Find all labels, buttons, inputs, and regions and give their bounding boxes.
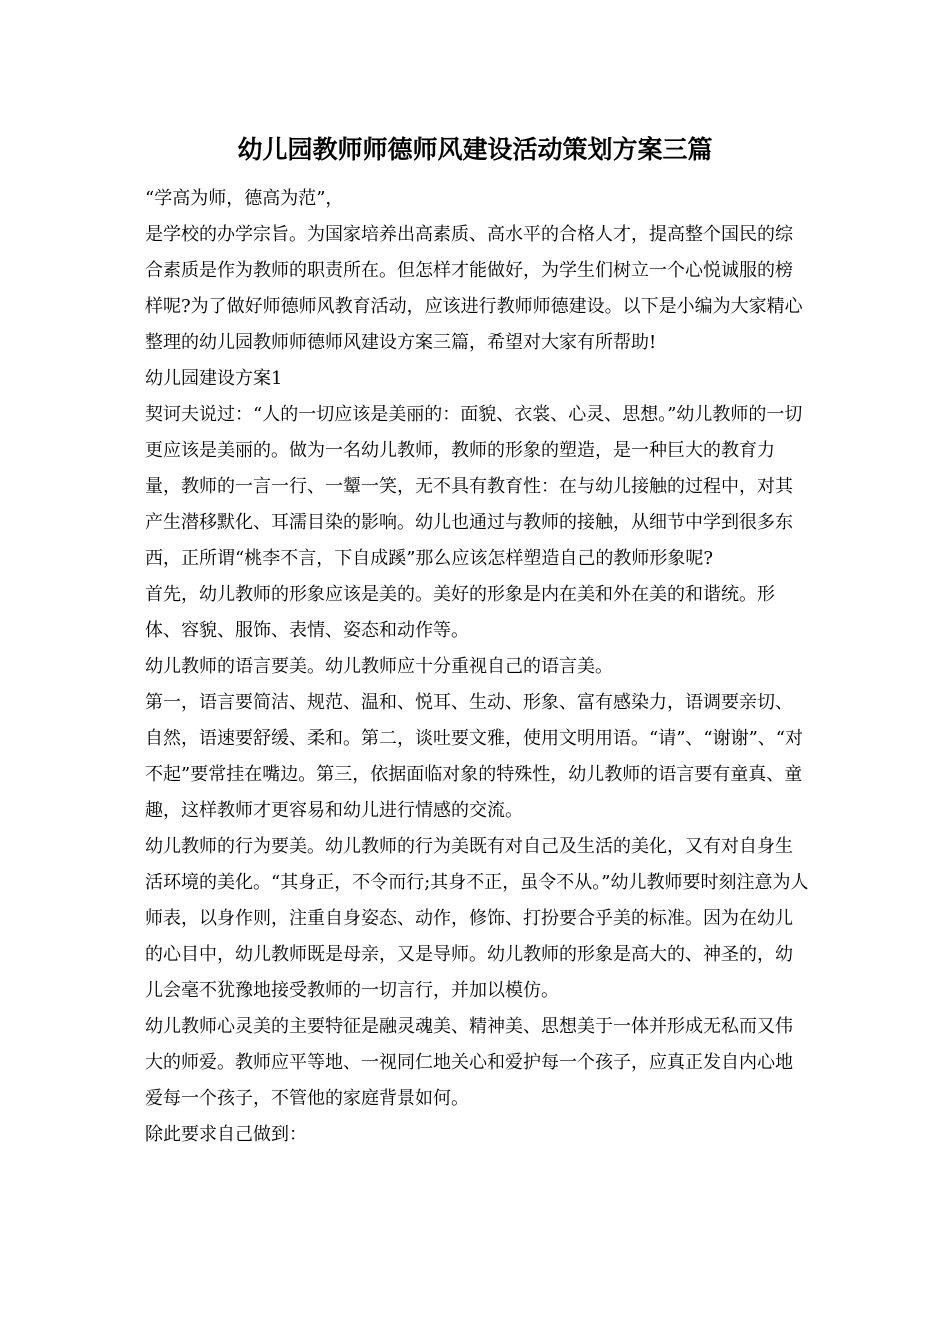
paragraph-behavior: 幼儿教师的行为要美。幼儿教师的行为美既有对自己及生活的美化，又有对自身生活环境的美化。“其身正，不令而行;其身不正，虽令不从。”幼儿教师要时刻注意为人师表，以身作则，注重自身姿态、动作，修饰、打扮要合乎美的标准。因为在幼儿的心目中，幼儿教师既是母亲，又是导师。幼儿教师的形象是高大的、神圣的，幼儿会毫不犹豫地接受教师的一切言行，并加以模仿。: [145, 836, 809, 1001]
paragraph-requirements: 除此要求自己做到：: [145, 1124, 307, 1145]
paragraph-language-details: 第一，语言要简洁、规范、温和、悦耳、生动、形象、富有感染力，语调要亲切、自然，语速要舒缓、柔和。第二，谈吐要文雅，使用文明用语。“请”、“谢谢”、“对不起”要常挂在嘴边。第三，依据面临对象的特殊性，幼儿教师的语言要有童真、童趣，这样教师才更容易和幼儿进行情感的交流。: [145, 692, 804, 821]
paragraph-language: 幼儿教师的语言要美。幼儿教师应十分重视自己的语言美。: [145, 656, 613, 677]
paragraph-image: 首先，幼儿教师的形象应该是美的。美好的形象是内在美和外在美的和谐统。形体、容貌、服饰、表情、姿态和动作等。: [145, 584, 775, 641]
section-heading: 幼儿园建设方案1: [145, 368, 283, 389]
paragraph-motto: “学高为师，德高为范”，: [145, 188, 344, 209]
paragraph-chekhov: 契诃夫说过：“人的一切应该是美丽的：面貌、衣裳、心灵、思想。”幼儿教师的一切更应该是美丽的。做为一名幼儿教师，教师的形象的塑造，是一种巨大的教育力量，教师的一言一行、一颦一笑，无不具有教育性：在与幼儿接触的过程中，对其产生潜移默化、耳濡目染的影响。幼儿也通过与教师的接触，从细节中学到很多东西，正所谓“桃李不言，下自成蹊”那么应该怎样塑造自己的教师形象呢?: [145, 404, 803, 569]
paragraph-intro: 是学校的办学宗旨。为国家培养出高素质、高水平的合格人才，提高整个国民的综合素质是作为教师的职责所在。但怎样才能做好，为学生们树立一个心悦诚服的榜样呢?为了做好师德师风教育活动，应该进行教师师德建设。以下是小编为大家精心整理的幼儿园教师师德师风建设方案三篇，希望对大家有所帮助!: [145, 224, 803, 353]
document-body: [145, 181, 810, 1153]
document-title: 幼儿园教师师德师风建设活动策划方案三篇: [237, 135, 713, 164]
paragraph-soul: 幼儿教师心灵美的主要特征是融灵魂美、精神美、思想美于一体并形成无私而又伟大的师爱。教师应平等地、一视同仁地关心和爱护每一个孩子，应真正发自内心地爱每一个孩子，不管他的家庭背景如何。: [145, 1016, 793, 1109]
